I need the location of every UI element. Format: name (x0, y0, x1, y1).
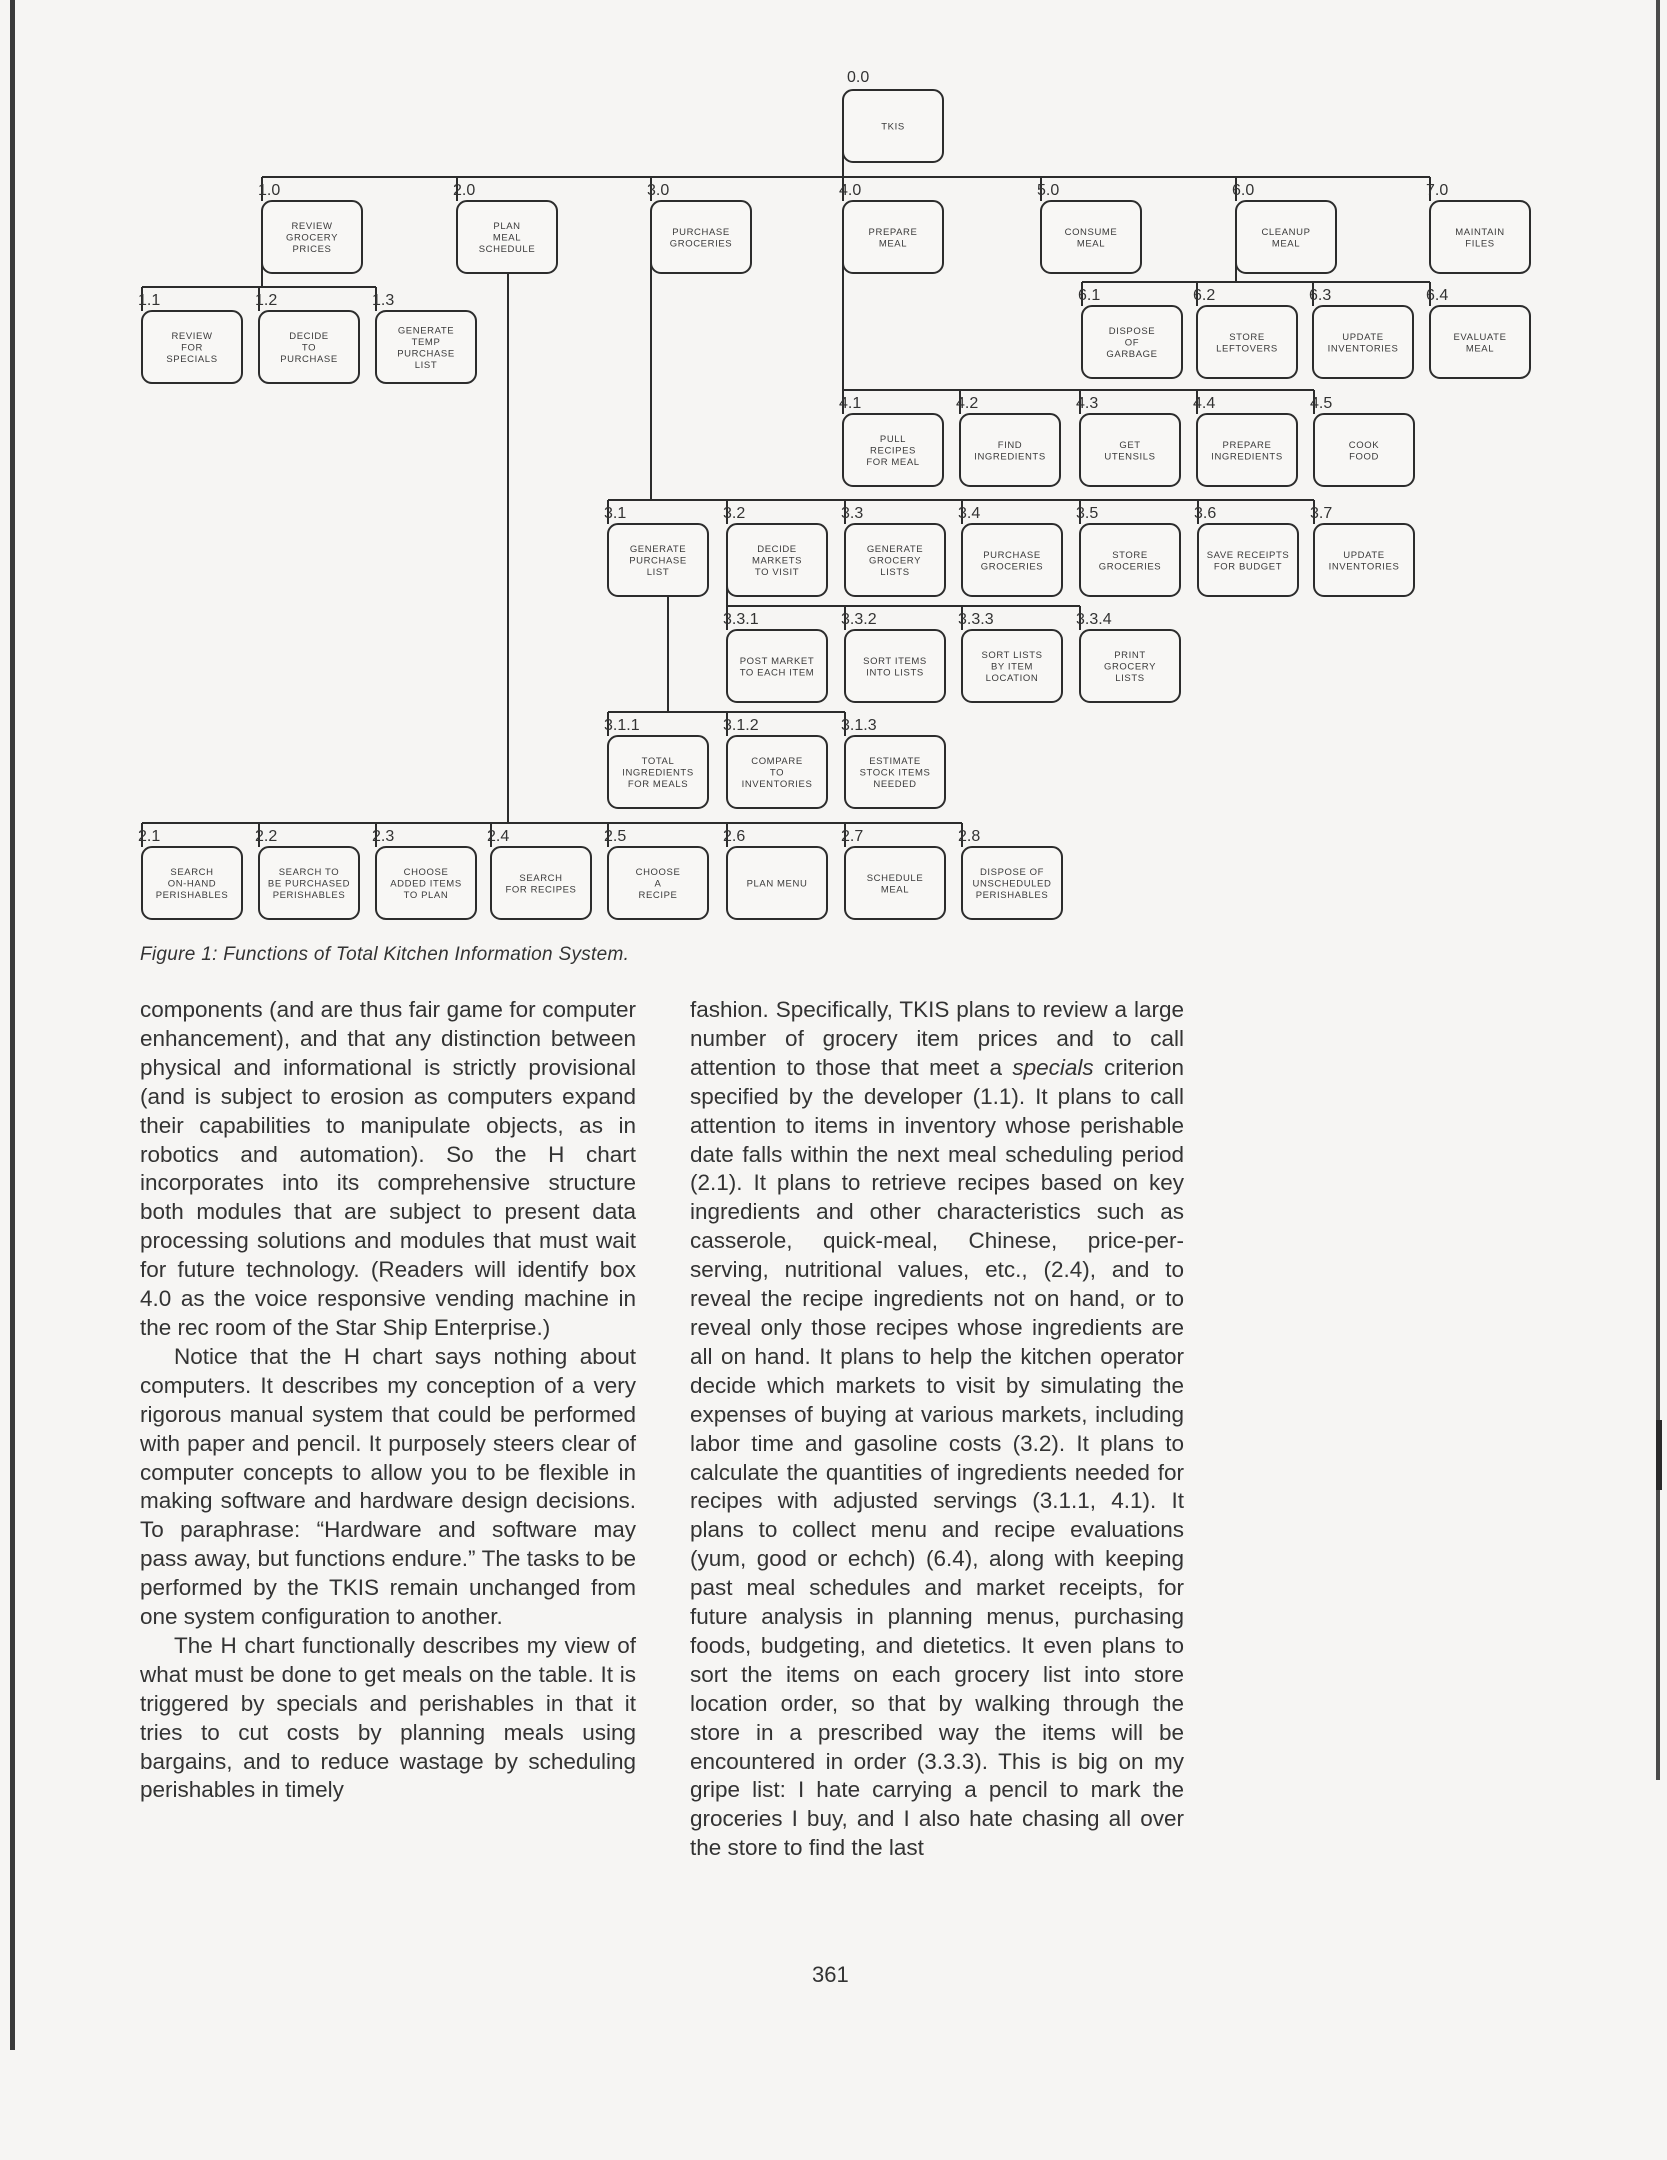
node-text: COMPARE (751, 756, 803, 767)
node-text: MEAL (878, 238, 908, 250)
node-3-4 (962, 524, 1062, 596)
node-text: TO VISIT (754, 567, 800, 578)
node-label-6-0: 6.0 (1232, 182, 1255, 199)
node-text: PLAN MENU (746, 878, 808, 890)
node-text: TOTAL (641, 756, 675, 767)
node-text: LIST (414, 359, 438, 371)
paragraph: The H chart functionally describes my view of what must be done to get meals on the table. It is triggered by specials and perishables in that it tries to cut costs by planning meals using bargains, and to reduce wastage by scheduling perishables in timely (140, 1632, 636, 1803)
node-text: GET (1119, 439, 1141, 451)
node-label-3-1-3: 3.1.3 (841, 717, 877, 734)
node-3-1-3 (845, 736, 945, 808)
node-text: LISTS (1115, 673, 1145, 684)
node-text: SCHEDULE (478, 244, 536, 255)
node-text: MAINTAIN (1455, 226, 1505, 238)
node-text: PLAN (493, 221, 521, 232)
node-label-2-0: 2.0 (453, 182, 476, 199)
node-text: BE PURCHASED (267, 878, 351, 890)
node-text: SEARCH (519, 872, 563, 884)
node-text: CHOOSE (635, 867, 681, 878)
node-2-3 (376, 847, 476, 919)
node-text: MEAL (1076, 238, 1106, 250)
node-label-3-7: 3.7 (1310, 505, 1333, 522)
node-text: TO (301, 342, 317, 354)
node-4-1 (843, 414, 943, 486)
node-label-2-8: 2.8 (958, 828, 981, 845)
node-label-1-0: 1.0 (258, 182, 281, 199)
node-6-4 (1430, 306, 1530, 378)
node-label-3-3: 3.3 (841, 505, 864, 522)
node-label-4-5: 4.5 (1310, 395, 1333, 412)
node-text: UTENSILS (1104, 451, 1156, 463)
node-text: STORE (1112, 549, 1148, 561)
node-text: FOR MEALS (627, 779, 689, 790)
node-text: MARKETS (751, 555, 803, 567)
node-text: DISPOSE OF (979, 867, 1045, 878)
node-text: PURCHASE (672, 226, 730, 238)
node-5-0 (1041, 201, 1141, 273)
node-label-4-1: 4.1 (839, 395, 862, 412)
node-3-3-4 (1080, 630, 1180, 702)
node-label-4-2: 4.2 (956, 395, 979, 412)
node-text: GROCERY (1103, 661, 1157, 673)
node-1-0 (262, 201, 362, 273)
node-text: GENERATE (866, 544, 924, 555)
node-4-4 (1197, 414, 1297, 486)
node-label-4-0: 4.0 (839, 182, 862, 199)
node-text: MEAL (1271, 238, 1301, 250)
node-text: INGREDIENTS (622, 767, 694, 779)
node-1-1 (142, 311, 242, 383)
node-3-1-1 (608, 736, 708, 808)
node-text: GROCERIES (980, 561, 1044, 573)
node-label-6-1: 6.1 (1078, 287, 1101, 304)
node-text: INGREDIENTS (1211, 451, 1283, 463)
node-4-2 (960, 414, 1060, 486)
node-text: SAVE RECEIPTS (1206, 549, 1290, 561)
node-text: LEFTOVERS (1216, 343, 1278, 355)
node-text: LISTS (880, 567, 910, 578)
node-text: PREPARE (1222, 439, 1272, 451)
node-2-7 (845, 847, 945, 919)
node-3-3-1 (727, 630, 827, 702)
node-1-3 (376, 311, 476, 383)
node-label-3-5: 3.5 (1076, 505, 1099, 522)
node-text: STORE (1229, 331, 1265, 343)
node-text: UPDATE (1343, 549, 1385, 561)
text-column-right (690, 996, 1184, 1863)
figure-caption: Figure 1: Functions of Total Kitchen Information System. (140, 944, 630, 965)
node-text: LOCATION (985, 673, 1039, 684)
node-text: UPDATE (1342, 331, 1384, 343)
page-number: 361 (812, 1962, 849, 1987)
node-text: NEEDED (873, 779, 917, 790)
node-text: DECIDE (757, 544, 797, 555)
node-7-0 (1430, 201, 1530, 273)
text-run: criterion specified by the developer (1.1). It plans to call attention to items in inventory whose perishable date falls within the next meal scheduling period (2.1). It plans to retrieve recipes based on key ingredients and other characteristics such as casserole, quick-meal, Chinese, price-per-serving, nutritional values, etc., (2.4), and to reveal the recipe ingredients not on hand, or to reveal only those recipes whose ingredients are all on hand. It plans to help the kitchen operator decide which markets to visit by simulating the expenses of buying at various markets, including labor time and gasoline costs (3.2). It plans to calculate the quantities of ingredients needed for recipes with adjusted servings (3.1.1, 4.1). It plans to collect menu and recipe evaluations (yum, good or echch) (6.4), along with keeping past meal schedules and market receipts, for future analysis in planning menus, purchasing foods, budgeting, and dietetics. It even plans to sort the items on each grocery list into store location order, so that by walking through the store in a prescribed way the items will be encountered in order (3.3.3). This is big on my gripe list: I hate carrying a pencil to mark the groceries I buy, and I also hate chasing all over the store to find the last (690, 1054, 1185, 1861)
node-3-5 (1080, 524, 1180, 596)
node-2-0 (457, 201, 557, 273)
node-text: CONSUME (1064, 226, 1118, 238)
node-label-6-4: 6.4 (1426, 287, 1449, 304)
node-text: MEAL (492, 232, 522, 244)
node-text: PERISHABLES (975, 890, 1049, 901)
node-text: CHOOSE (403, 867, 449, 878)
node-4-0 (843, 201, 943, 273)
node-text: TO PLAN (403, 890, 449, 901)
node-text: RECIPE (638, 890, 678, 901)
node-label-3-3-3: 3.3.3 (958, 611, 994, 628)
node-label-0-0: 0.0 (847, 69, 870, 86)
node-text: FOR BUDGET (1213, 561, 1283, 573)
paragraph: components (and are thus fair game for computer enhancement), and that any distinction between physical and informational is strictly provisional (and is subject to erosion as computers expand their capabilities to manipulate objects, as in robotics and automation). So the H chart incorporates into its comprehensive structure both modules that are subject to present data processing solutions and modules that must wait for future technology. (Readers will identify box 4.0 as the voice responsive vending machine in the rec room of the Star Ship Enterprise.) (140, 997, 636, 1340)
node-text: SPECIALS (166, 354, 218, 365)
node-2-8 (962, 847, 1062, 919)
node-label-3-2: 3.2 (723, 505, 746, 522)
node-label-3-1: 3.1 (604, 505, 627, 522)
node-label-2-6: 2.6 (723, 828, 746, 845)
node-3-7 (1314, 524, 1414, 596)
node-text: COOK (1348, 439, 1380, 451)
node-label-1-1: 1.1 (138, 292, 161, 309)
node-text: FOOD (1349, 451, 1379, 463)
node-text: GROCERIES (669, 238, 733, 250)
node-label-2-1: 2.1 (138, 828, 161, 845)
node-0-0 (843, 90, 943, 162)
node-text: SEARCH (170, 867, 214, 878)
node-3-3-3 (962, 630, 1062, 702)
node-text: PURCHASE (280, 354, 338, 365)
node-label-3-1-2: 3.1.2 (723, 717, 759, 734)
node-label-4-4: 4.4 (1193, 395, 1216, 412)
node-text: INGREDIENTS (974, 451, 1046, 463)
node-text: GROCERY (868, 555, 922, 567)
node-1-2 (259, 311, 359, 383)
node-text: ON-HAND (167, 878, 217, 890)
node-label-2-2: 2.2 (255, 828, 278, 845)
node-label-2-5: 2.5 (604, 828, 627, 845)
node-label-2-3: 2.3 (372, 828, 395, 845)
node-2-4 (491, 847, 591, 919)
node-text: PERISHABLES (272, 890, 346, 901)
node-text: FIND (997, 439, 1023, 451)
node-label-3-3-2: 3.3.2 (841, 611, 877, 628)
node-label-6-2: 6.2 (1193, 287, 1216, 304)
node-text: UNSCHEDULED (972, 878, 1052, 890)
node-3-1 (608, 524, 708, 596)
text-run: fashion. Specifically, TKIS plans to review a large number of grocery item prices and to call attention to those that meet a (690, 997, 1184, 1080)
node-2-2 (259, 847, 359, 919)
node-text: BY ITEM (990, 661, 1034, 673)
node-text: FOR (181, 342, 203, 354)
node-text: MEAL (1465, 343, 1495, 355)
node-text: TKIS (881, 121, 905, 133)
node-3-6 (1198, 524, 1298, 596)
node-text: FOR RECIPES (505, 884, 577, 896)
node-text: PERISHABLES (155, 890, 229, 901)
node-text: TO (769, 767, 785, 779)
node-3-2 (727, 524, 827, 596)
node-text: SORT LISTS (981, 650, 1043, 661)
page-edge-right-mark (1656, 1420, 1662, 1490)
node-text: GROCERIES (1098, 561, 1162, 573)
emphasis: specials (1012, 1054, 1094, 1080)
node-6-1 (1082, 306, 1182, 378)
node-label-1-3: 1.3 (372, 292, 395, 309)
node-label-3-6: 3.6 (1194, 505, 1217, 522)
node-2-1 (142, 847, 242, 919)
node-text: CLEANUP (1261, 226, 1311, 238)
node-text: DECIDE (289, 331, 329, 342)
node-text: OF (1124, 337, 1140, 349)
node-text: SEARCH TO (278, 867, 340, 878)
node-text: REVIEW (171, 331, 213, 342)
node-text: LIST (646, 567, 670, 578)
node-4-3 (1080, 414, 1180, 486)
node-label-3-1-1: 3.1.1 (604, 717, 640, 734)
node-text: REVIEW (291, 221, 333, 232)
node-label-5-0: 5.0 (1037, 182, 1060, 199)
text-column-left (140, 996, 636, 1805)
node-text: GENERATE (397, 325, 455, 337)
node-2-5 (608, 847, 708, 919)
node-text: PRICES (292, 244, 332, 255)
node-label-3-4: 3.4 (958, 505, 981, 522)
node-text: PRINT (1114, 650, 1146, 661)
node-text: INVENTORIES (741, 779, 813, 790)
node-text: PURCHASE (629, 555, 687, 567)
node-text: DISPOSE (1108, 326, 1156, 337)
node-label-3-3-4: 3.3.4 (1076, 611, 1112, 628)
paragraph (690, 996, 1184, 1863)
node-text: GARBAGE (1106, 349, 1158, 360)
paragraph: Notice that the H chart says nothing about computers. It describes my conception of a very rigorous manual system that could be performed with paper and pencil. It purposely steers clear of computer concepts to allow you to be flexible in making software and hardware design decisions. To paraphrase: “Hardware and software may pass away, but functions endure.” The tasks to be performed by the TKIS remain unchanged from one system configuration to another. (140, 1343, 636, 1630)
node-3-1-2 (727, 736, 827, 808)
node-3-3-2 (845, 630, 945, 702)
node-label-3-0: 3.0 (647, 182, 670, 199)
node-text: TEMP (411, 336, 441, 348)
node-3-0 (651, 201, 751, 273)
node-text: A (654, 878, 662, 890)
node-text: GROCERY (285, 232, 339, 244)
node-text: PURCHASE (983, 549, 1041, 561)
node-label-3-3-1: 3.3.1 (723, 611, 759, 628)
node-text: RECIPES (870, 445, 916, 457)
node-text: EVALUATE (1453, 331, 1507, 343)
node-text: SORT ITEMS (863, 655, 927, 667)
node-text: ADDED ITEMS (390, 878, 462, 890)
node-label-2-7: 2.7 (841, 828, 864, 845)
node-text: INVENTORIES (1327, 343, 1399, 355)
node-text: FOR MEAL (866, 457, 920, 468)
node-label-1-2: 1.2 (255, 292, 278, 309)
node-label-4-3: 4.3 (1076, 395, 1099, 412)
node-label-6-3: 6.3 (1309, 287, 1332, 304)
node-text: STOCK ITEMS (859, 767, 931, 779)
node-text: ESTIMATE (869, 756, 921, 767)
node-text: SCHEDULE (866, 872, 924, 884)
node-text: PURCHASE (397, 348, 455, 360)
node-6-3 (1313, 306, 1413, 378)
node-text: PREPARE (868, 226, 918, 238)
node-text: INTO LISTS (866, 667, 924, 679)
node-text: INVENTORIES (1328, 561, 1400, 573)
node-3-3 (845, 524, 945, 596)
node-4-5 (1314, 414, 1414, 486)
node-text: MEAL (880, 884, 910, 896)
node-label-7-0: 7.0 (1426, 182, 1449, 199)
node-6-0 (1236, 201, 1336, 273)
node-text: FILES (1465, 238, 1495, 250)
node-text: TO EACH ITEM (739, 667, 815, 679)
h-chart-diagram (0, 0, 1667, 940)
node-text: POST MARKET (739, 655, 815, 667)
node-label-2-4: 2.4 (487, 828, 510, 845)
node-6-2 (1197, 306, 1297, 378)
node-text: GENERATE (629, 544, 687, 555)
node-text: PULL (879, 434, 907, 445)
node-2-6 (727, 847, 827, 919)
